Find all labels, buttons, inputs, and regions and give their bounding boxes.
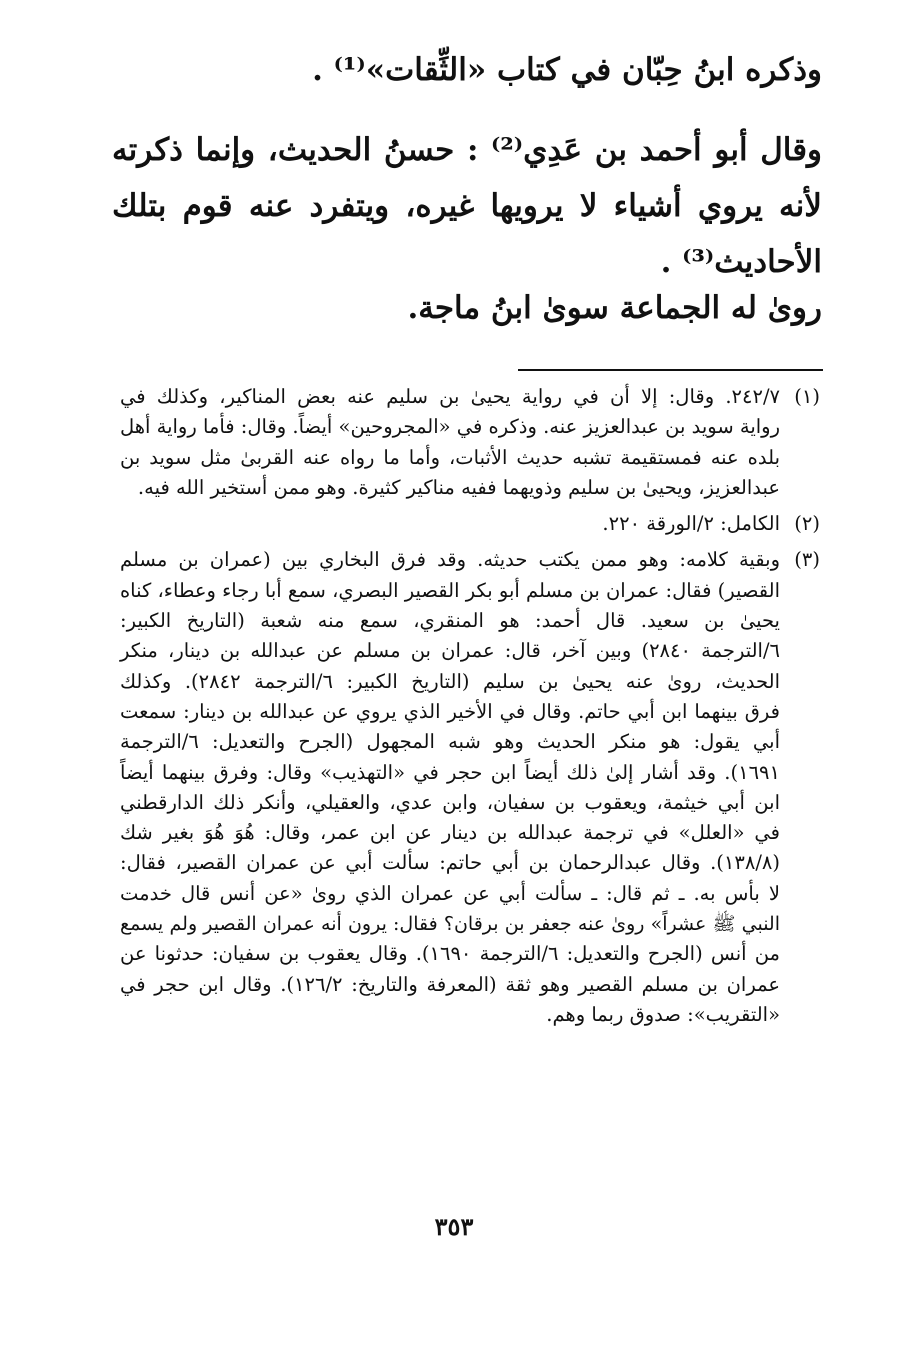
footnote-line: ١٦٩١). وقد أشار إلىٰ ذلك أيضاً ابن حجر في «التهذيب» وقال: وفرق بينهما أيضاً (120, 760, 780, 784)
footnote-line: لا بأس به. ـ ثم قال: ـ سألت أبي عن عمران الذي روىٰ «عن أنس قال خدمت (120, 881, 780, 905)
page-number: ٣٥٣ (434, 1212, 474, 1241)
footnote-line: عبدالعزيز، ويحيىٰ بن سليم وذويهما ففيه مناكير كثيرة. وهو ممن أستخير الله فيه. (137, 475, 780, 499)
footnote-1 (120, 382, 820, 503)
footnote-separator (518, 369, 823, 371)
footnote-number: (٣) (794, 548, 820, 572)
main-line: لأنه يروي أشياء لا يرويها غيره، ويتفرد عنه قوم بتلك (112, 188, 822, 224)
main-paragraph-3 (112, 280, 822, 336)
main-paragraph-2 (112, 122, 822, 290)
footnote-line: النبي ﷺ عشراً» روىٰ عنه جعفر بن برقان؟ فقال: يرون أنه عمران القصير ولم يسمع (120, 913, 780, 936)
footnote-text (120, 509, 780, 539)
footnote-line: الحديث، روىٰ عنه يحيىٰ بن سليم (التاريخ الكبير: ٦/الترجمة ٢٨٤٢). وكذلك (120, 669, 780, 693)
footnote-2 (120, 509, 820, 539)
footnote-line: القصير) فقال: عمران بن مسلم أبو بكر القصير البصري، سمع أبا رجاء وعطاء، كناه (119, 578, 780, 602)
footnote-text (120, 545, 780, 1030)
footnote-line: يحيىٰ بن سعيد. قال أحمد: هو المنقري، سمع منه شعبة (التاريخ الكبير: (120, 609, 780, 633)
footnotes (120, 382, 820, 1030)
footnote-line: فرق بينهما ابن أبي حاتم. وقال في الأخير الذي يروي عن عبدالله بن دينار: سمعت (120, 699, 780, 723)
footnote-text (120, 382, 780, 503)
footnote-number: (١) (794, 385, 820, 408)
footnote-line: عمران بن مسلم القصير وهو ثقة (المعرفة والتاريخ: ١٢٦/٢). وقال ابن حجر في (120, 972, 780, 996)
footnote-line: بلده عنه فمستقيمة تشبه حديث الأثبات، وأما ما رواه عنه القربىٰ مثل سويد بن (120, 445, 780, 469)
footnote-line: (١٣٨/٨). وقال عبدالرحمان بن أبي حاتم: سألت أبي عن عمران القصير، فقال: (120, 851, 780, 875)
footnote-line: الكامل: ٢/الورقة ٢٢٠. (602, 512, 780, 536)
footnote-line: وبقية كلامه: وهو ممن يكتب حديثه. وقد فرق البخاري بين (عمران بن مسلم (120, 548, 780, 572)
footnote-line: ابن أبي خيثمة، ويعقوب بن سفيان، وابن عدي، والعقيلي، وأنكر ذلك الدارقطني (120, 790, 780, 814)
footnote-line: ٦/الترجمة ٢٨٤٠) وبين آخر، قال: عمران بن مسلم عن عبدالله بن دينار، منكر (120, 639, 780, 663)
main-line: وذكره ابنُ حِبّان في كتاب «الثِّقات»⁽¹⁾ . (312, 52, 822, 88)
footnote-line: من أنس (الجرح والتعديل: ٦/الترجمة ١٦٩٠). وقال يعقوب بن سفيان: حدثونا عن (120, 942, 780, 966)
main-paragraph-1 (112, 42, 822, 98)
main-line: وقال أبو أحمد بن عَدِي⁽²⁾ : حسنُ الحديث، وإنما ذكرته (112, 132, 822, 168)
main-line: الأحاديث⁽³⁾ . (660, 244, 822, 280)
footnote-3 (120, 545, 820, 1030)
footnote-line: في «العلل» في ترجمة عبدالله بن دينار عن ابن عمر، وقال: هُوَ هُوَ بغير شك (120, 821, 780, 845)
footnote-line: رواية سويد بن عبدالعزيز عنه. وذكره في «المجروحين» أيضاً. وقال: فأما رواية أهل (119, 415, 780, 439)
footnote-line: ٢٤٢/٧. وقال: إلا أن في رواية يحيىٰ بن سليم عنه بعض المناكير، وكذلك في (120, 385, 780, 408)
footnote-number: (٢) (794, 512, 820, 536)
main-line: روىٰ له الجماعة سوىٰ ابنُ ماجة. (407, 290, 822, 326)
footnote-line: أبي يقول: هو منكر الحديث وهو شبه المجهول (الجرح والتعديل: ٦/الترجمة (120, 730, 780, 754)
footnote-line: «التقريب»: صدوق ربما وهم. (546, 1002, 780, 1026)
